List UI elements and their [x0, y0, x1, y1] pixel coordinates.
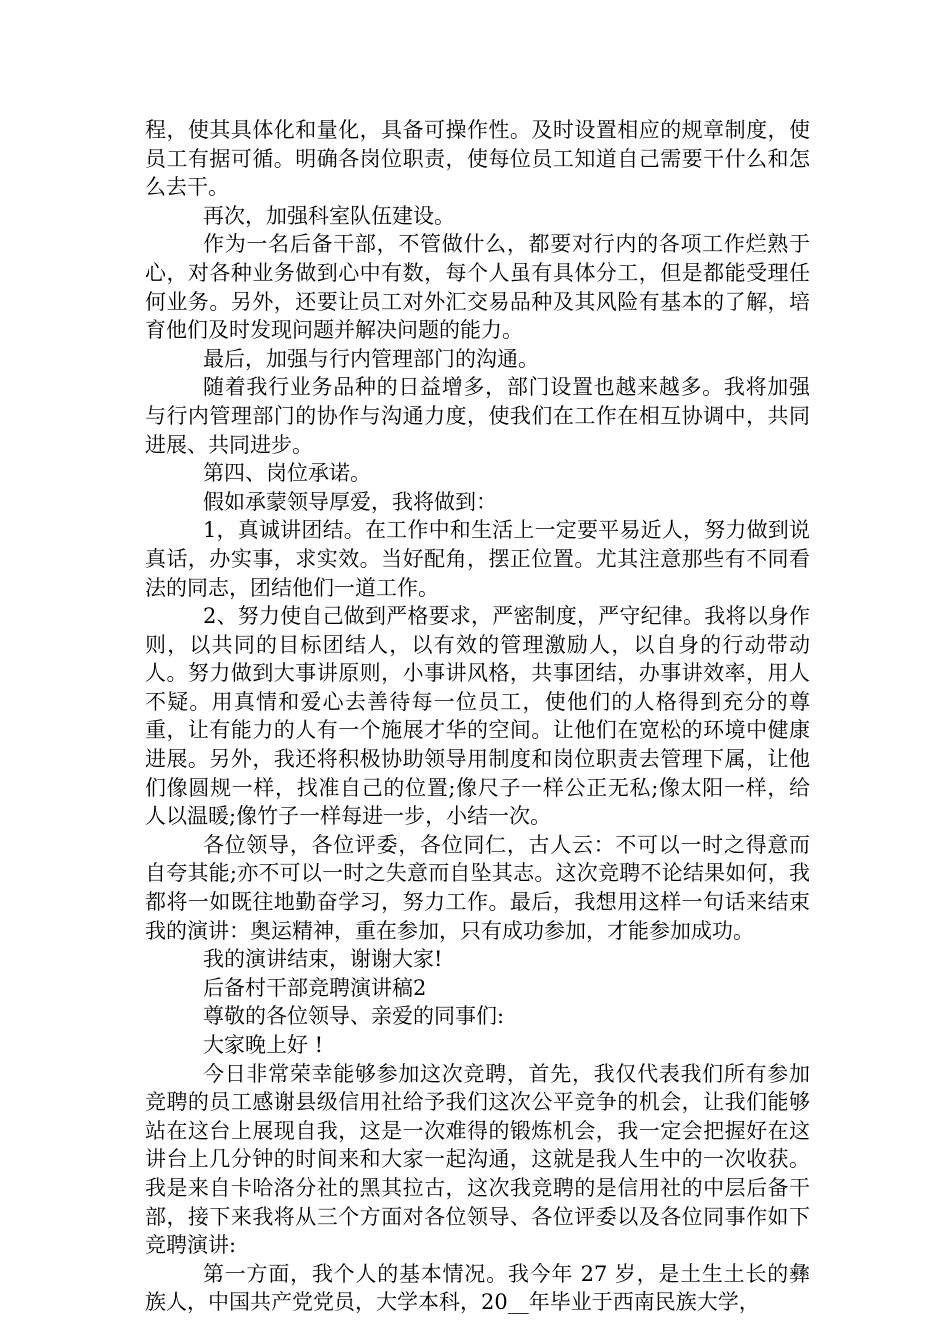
paragraph: 各位领导，各位评委，各位同仁，古人云：不可以一时之得意而自夸其能;亦不可以一时之失意而自坠其志。这次竞聘不论结果如何，我都将一如既往地勤奋学习，努力工作。最后，我想用这样一句话来结束我的演讲：奥运精神，重在参加，只有成功参加，才能参加成功。	[145, 832, 810, 943]
paragraph: 1，真诚讲团结。在工作中和生活上一定要平易近人，努力做到说真话，办实事，求实效。当好配角，摆正位置。尤其注意那些有不同看法的同志，团结他们一道工作。	[145, 518, 810, 600]
paragraph: 今日非常荣幸能够参加这次竞聘，首先，我仅代表我们所有参加竞聘的员工感谢县级信用社给予我们这次公平竞争的机会，让我们能够站在这台上展现自我，这是一次难得的锻炼机会，我一定会把握好在这讲台上几分钟的时间来和大家一起沟通，这就是我人生中的一次收获。我是来自卡哈洛分社的黑其拉古，这次我竞聘的是信用社的中层后备干部，接下来我将从三个方面对各位领导、各位评委以及各位同事作如下竞聘演讲:	[145, 1061, 810, 1258]
paragraph: 程，使其具体化和量化，具备可操作性。及时设置相应的规章制度，使员工有据可循。明确各岗位职责，使每位员工知道自己需要干什么和怎么去干。	[145, 118, 810, 200]
paragraph: 假如承蒙领导厚爱，我将做到：	[203, 489, 497, 514]
paragraph: 我的演讲结束，谢谢大家!	[203, 947, 443, 972]
paragraph: 再次，加强科室队伍建设。	[203, 203, 455, 228]
paragraph: 随着我行业务品种的日益增多，部门设置也越来越多。我将加强与行内管理部门的协作与沟通力度，使我们在工作在相互协调中，共同进展、共同进步。	[145, 375, 810, 457]
paragraph: 2、努力使自己做到严格要求，严密制度，严守纪律。我将以身作则，以共同的目标团结人，以有效的管理激励人，以自身的行动带动人。努力做到大事讲原则，小事讲风格，共事团结，办事讲效率，用人不疑。用真情和爱心去善待每一位员工，使他们的人格得到充分的尊重，让有能力的人有一个施展才华的空间。让他们在宽松的环境中健康进展。另外，我还将积极协助领导用制度和岗位职责去管理下属，让他们像圆规一样，找准自己的位置;像尺子一样公正无私;像太阳一样，给人以温暖;像竹子一样每进一步，小结一次。	[145, 604, 810, 829]
paragraph: 最后，加强与行内管理部门的沟通。	[203, 346, 539, 371]
paragraph: 后备村干部竞聘演讲稿2	[203, 975, 427, 1000]
paragraph: 尊敬的各位领导、亲爱的同事们:	[203, 1004, 505, 1029]
paragraph: 第四、岗位承诺。	[203, 461, 371, 486]
document-body	[145, 116, 810, 1317]
paragraph: 作为一名后备干部，不管做什么，都要对行内的各项工作烂熟于心，对各种业务做到心中有数，每个人虽有具体分工，但是都能受理任何业务。另外，还要让员工对外汇交易品种及其风险有基本的了解，培育他们及时发现问题并解决问题的能力。	[145, 232, 810, 343]
paragraph: 第一方面，我个人的基本情况。我今年 27 岁，是土生土长的彝族人，中国共产党党员，大学本科，20__年毕业于西南民族大学，	[145, 1261, 810, 1315]
paragraph: 大家晚上好 !	[203, 1033, 324, 1057]
